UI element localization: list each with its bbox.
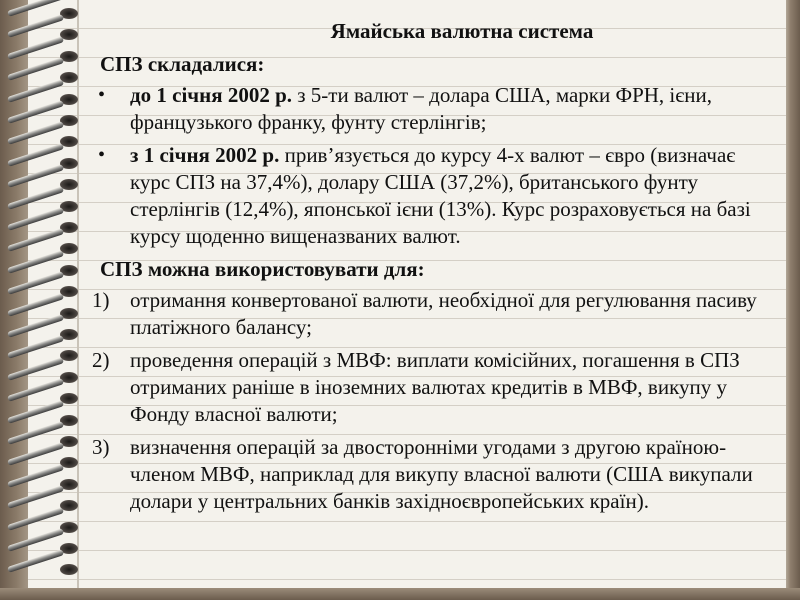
numbered-list <box>92 287 772 515</box>
spiral-ring <box>8 393 86 405</box>
item-text: проведення операцій з МВФ: виплати комісійних, погашення в СПЗ отриманих раніше в іноземних валютах кредитів в МВФ, викупу у Фонду власної валюти; <box>130 348 740 426</box>
section-heading-usage: СПЗ можна використовувати для: <box>100 257 425 281</box>
bullet-icon: • <box>98 144 106 166</box>
numbered-item <box>92 287 772 341</box>
item-text: визначення операцій за двосторонніми угодами з другою країною-членом МВФ, наприклад для викупу власної валюти (США викупали долари у центральних банків західноєвропейських країн). <box>130 435 753 513</box>
numbered-item <box>92 434 772 515</box>
bullet-text: з 5-ти валют – долара США, марки ФРН, ієни, французького франку, фунту стерлінгів; <box>130 83 712 134</box>
bullet-date: з 1 січня 2002 р. <box>130 143 280 167</box>
item-number: 3) <box>92 435 110 459</box>
bullet-list <box>92 82 772 250</box>
item-number: 2) <box>92 348 110 372</box>
spiral-ring <box>8 94 86 106</box>
spiral-ring <box>8 29 86 41</box>
slide-title: Ямайська валютна система <box>330 19 594 43</box>
item-number: 1) <box>92 288 110 312</box>
bullet-date: до 1 січня 2002 р. <box>130 83 293 107</box>
spiral-ring <box>8 350 86 362</box>
bullet-text: прив’язується до курсу 4-х валют – євро (визначає курс СПЗ на 37,4%), долару США (37,2%), британського фунту стерлінгів (12,4%), японської ієни (13%). Курс розраховується на базі курсу щоденно вищеназваних валют. <box>130 143 751 248</box>
spiral-ring <box>8 72 86 84</box>
spiral-ring <box>8 179 86 191</box>
bottom-frame <box>0 588 800 600</box>
bullet-icon: • <box>98 84 106 106</box>
spiral-ring <box>8 308 86 320</box>
spiral-ring <box>8 136 86 148</box>
bullet-item <box>92 82 772 136</box>
bullet-item <box>92 142 772 250</box>
spiral-ring <box>8 201 86 213</box>
section-heading-composition: СПЗ складалися: <box>100 52 265 76</box>
spiral-ring <box>8 457 86 469</box>
spiral-binding <box>0 8 90 588</box>
right-frame <box>786 0 800 600</box>
spiral-ring <box>8 415 86 427</box>
slide-content <box>92 18 772 521</box>
spiral-ring <box>8 564 86 576</box>
spiral-ring <box>8 286 86 298</box>
spiral-ring <box>8 522 86 534</box>
spiral-ring <box>8 243 86 255</box>
item-text: отримання конвертованої валюти, необхідної для регулювання пасиву платіжного балансу; <box>130 288 757 339</box>
spiral-ring <box>8 500 86 512</box>
numbered-item <box>92 347 772 428</box>
